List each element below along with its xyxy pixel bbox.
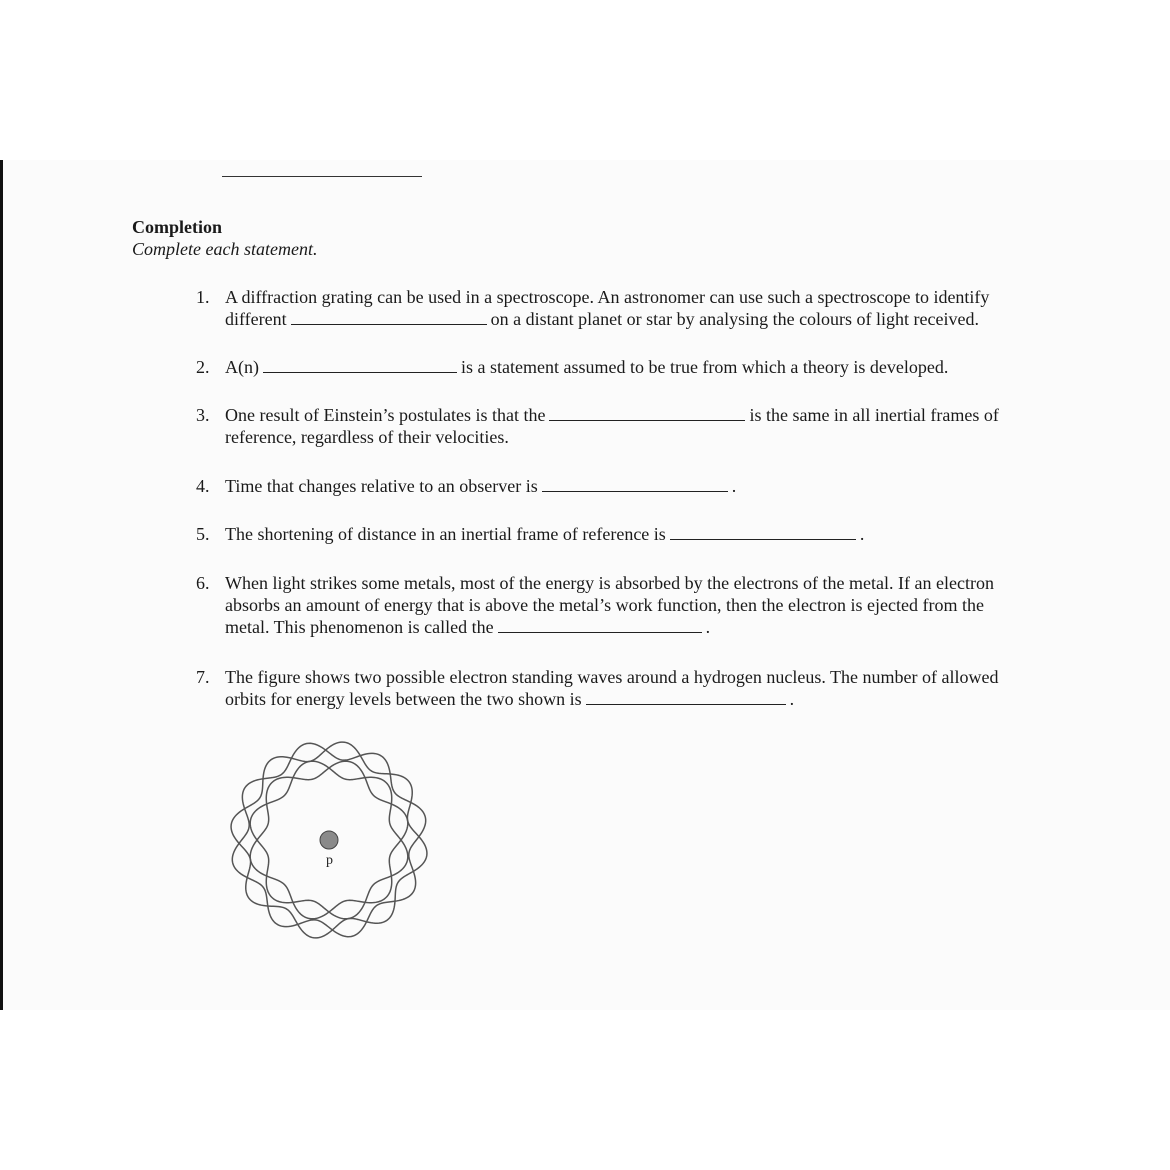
question-text: . — [705, 617, 711, 637]
question-number: 2. — [196, 357, 210, 377]
answer-blank[interactable] — [549, 406, 745, 421]
question-2 — [196, 356, 1066, 380]
question-text: A diffraction grating can be used in a spectroscope. An astronomer can use such a spectroscope to identify — [225, 287, 990, 307]
question-text: . — [731, 476, 737, 496]
question-number: 4. — [196, 476, 210, 496]
standing-wave-diagram — [220, 730, 440, 950]
question-4 — [196, 475, 1066, 499]
question-text: orbits for energy levels between the two shown is — [225, 689, 582, 709]
section-title: Completion — [132, 217, 222, 237]
question-text: A(n) — [225, 357, 259, 377]
page-edge — [0, 160, 3, 1010]
answer-blank[interactable] — [498, 618, 702, 633]
question-text: reference, regardless of their velocities. — [225, 427, 509, 447]
question-3 — [196, 404, 1066, 450]
question-text: is a statement assumed to be true from which a theory is developed. — [461, 357, 949, 377]
name-line — [222, 176, 422, 177]
answer-blank[interactable] — [542, 477, 728, 492]
question-number: 3. — [196, 405, 210, 425]
question-5 — [196, 523, 1066, 547]
question-6 — [196, 572, 1066, 640]
question-text: . — [859, 524, 865, 544]
answer-blank[interactable] — [263, 358, 457, 373]
section-instruction: Complete each statement. — [132, 239, 318, 259]
question-text: Time that changes relative to an observer is — [225, 476, 538, 496]
question-number: 6. — [196, 573, 210, 593]
question-text: metal. This phenomenon is called the — [225, 617, 494, 637]
question-text: different — [225, 309, 287, 329]
question-text: When light strikes some metals, most of the energy is absorbed by the electrons of the metal. If an electron — [225, 573, 994, 593]
nucleus-icon — [320, 831, 338, 849]
question-text: The figure shows two possible electron standing waves around a hydrogen nucleus. The number of allowed — [225, 667, 999, 687]
question-number: 7. — [196, 667, 210, 687]
question-text: . — [789, 689, 795, 709]
question-7 — [196, 666, 1076, 712]
answer-blank[interactable] — [586, 690, 786, 705]
question-text: is the same in all inertial frames of — [749, 405, 999, 425]
answer-blank[interactable] — [670, 525, 856, 540]
question-number: 1. — [196, 287, 210, 307]
question-1 — [196, 286, 1066, 332]
question-text: on a distant planet or star by analysing the colours of light received. — [490, 309, 980, 329]
question-number: 5. — [196, 524, 210, 544]
nucleus-label: p — [326, 853, 333, 868]
question-text: absorbs an amount of energy that is above the metal’s work function, then the electron is ejected from the — [225, 595, 984, 615]
standing-wave-figure — [220, 730, 440, 955]
question-text: One result of Einstein’s postulates is that the — [225, 405, 546, 425]
question-text: The shortening of distance in an inertial frame of reference is — [225, 524, 666, 544]
answer-blank[interactable] — [291, 310, 487, 325]
